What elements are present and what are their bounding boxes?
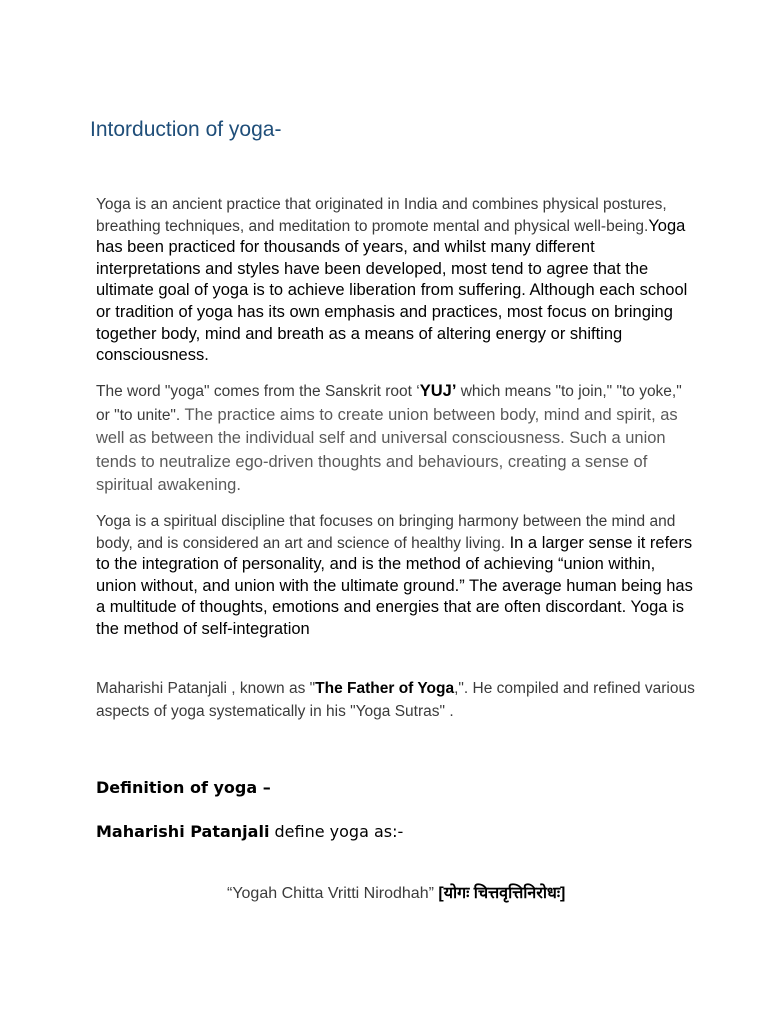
intro-text-part-1: Yoga is an ancient practice that originated in India and combines physical postures, breathing techniques, and meditation to promote mental and physical well-being.	[96, 196, 667, 235]
discipline-paragraph	[96, 511, 696, 641]
etymology-root-word: YUJ’	[419, 382, 457, 400]
intro-text-part-2: Yoga has been practiced for thousands of years, and whilst many different interpretations and styles have been developed, most tend to agree that the ultimate goal of yoga is to achieve liberation from suffering. Although each school or tradition of yoga has its own emphasis and practices, most focus on bringing together body, mind and breath as a means of altering energy or shifting consciousness.	[96, 216, 688, 365]
patanjali-title-bold: The Father of Yoga	[315, 680, 455, 697]
etymology-paragraph	[96, 380, 696, 498]
sutra-devanagari: [योगः चित्तवृत्तिनिरोधः]	[438, 885, 566, 902]
patanjali-paragraph	[96, 677, 696, 723]
definition-rest: define yoga as:-	[269, 822, 404, 841]
definition-author: Maharishi Patanjali	[96, 822, 270, 841]
etymology-text-part-1: The word "yoga" comes from the Sanskrit root ‘	[96, 383, 420, 400]
intro-paragraph	[96, 194, 696, 367]
patanjali-text-part-2: ,". He compiled and refined various aspects of yoga systematically in his "Yoga Sutras" .	[96, 680, 695, 720]
patanjali-text-part-1: Maharishi Patanjali , known as "	[96, 680, 316, 697]
etymology-text-part-2: which means "to join," "to yoke," or "to unite".	[96, 383, 682, 424]
definition-heading: Definition of yoga –	[96, 778, 271, 797]
yoga-sutra-quote	[227, 881, 565, 903]
discipline-text-part-1: Yoga is a spiritual discipline that focuses on bringing harmony between the mind and body, and is considered an art and science of healthy living.	[96, 513, 676, 552]
discipline-text-part-2: In a larger sense it refers to the integration of personality, and is the method of achieving “union within, union without, and union with the ultimate ground.” The average human being has a multitude of thoughts, emotions and energies that are often discordant. Yoga is the method of self-integration	[96, 533, 693, 638]
etymology-text-part-3: The practice aims to create union between body, mind and spirit, as well as between the individual self and universal consciousness. Such a union tends to neutralize ego-driven thoughts and behaviours, creating a sense of spiritual awakening.	[96, 405, 678, 494]
page-title: Intorduction of yoga-	[90, 118, 282, 141]
definition-line	[96, 822, 403, 841]
sutra-roman: “Yogah Chitta Vritti Nirodhah”	[227, 885, 439, 902]
